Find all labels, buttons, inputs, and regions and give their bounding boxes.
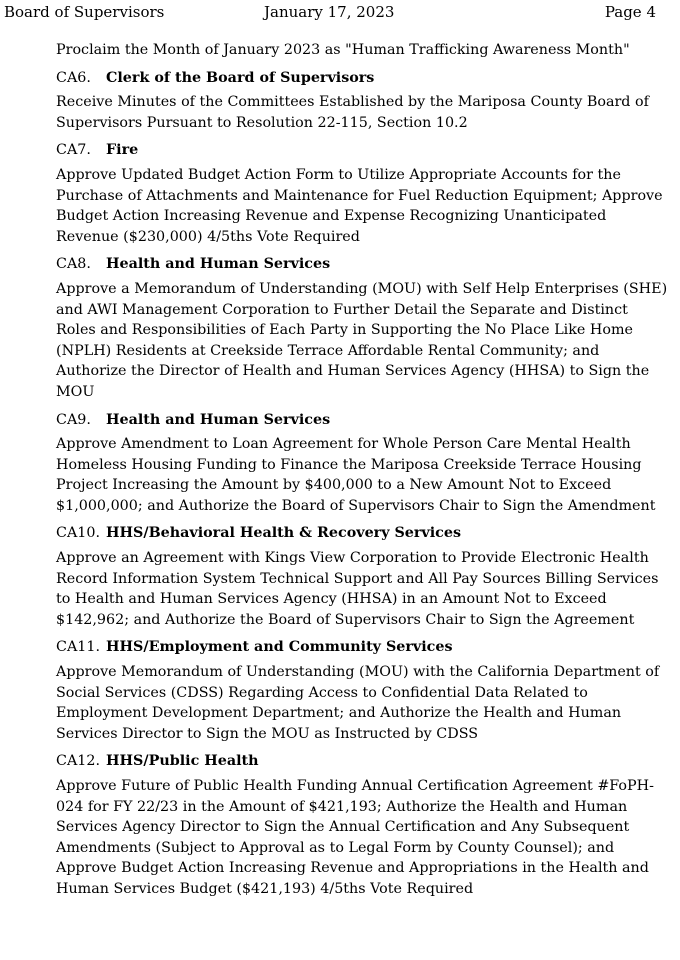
intro-text: Proclaim the Month of January 2023 as "Human Trafficking Awareness Month"	[56, 42, 630, 58]
agenda-item-description: Approve Memorandum of Understanding (MOU) with the California Department of Social Services (CDSS) Regarding Access to Confidential Data Related to Employment Development Department; and Authorize the Health and Human Services Director to Sign the MOU as Instructed by CDSS	[56, 664, 660, 742]
consent-agenda-items	[56, 68, 668, 900]
agenda-item	[56, 254, 668, 402]
agenda-item-department: HHS/Behavioral Health & Recovery Services	[106, 525, 462, 542]
agenda-item-department: HHS/Public Health	[106, 753, 259, 770]
agenda-item-department: Health and Human Services	[106, 411, 331, 428]
agenda-item	[56, 140, 668, 247]
agenda-item-description: Approve a Memorandum of Understanding (MOU) with Self Help Enterprises (SHE) and AWI Management Corporation to Further Detail the Separate and Distinct Roles and Responsibilities of Each Party in Supporting the No Place Like Home (NPLH) Residents at Creekside Terrace Affordable Rental Community; and Authorize the Director of Health and Human Services Agency (HHSA) to Sign the MOU	[56, 280, 668, 400]
header-date: January 17, 2023	[264, 3, 395, 21]
agenda-item-title	[56, 410, 668, 431]
agenda-item-department: HHS/Employment and Community Services	[106, 639, 453, 656]
agenda-item-description: Approve an Agreement with Kings View Corporation to Provide Electronic Health Record Information System Technical Support and All Pay Sources Billing Services to Health and Human Services Agency (HHSA) in an Amount Not to Exceed $142,962; and Authorize the Board of Supervisors Chair to Sign the Agreement	[56, 550, 659, 628]
header-board-name: Board of Supervisors	[4, 3, 165, 21]
agenda-item-number: CA12.	[56, 753, 101, 770]
agenda-item-title	[56, 254, 668, 275]
agenda-item-number: CA6.	[56, 69, 91, 86]
agenda-item-number: CA7.	[56, 142, 91, 159]
agenda-item-description: Receive Minutes of the Committees Established by the Mariposa County Board of Supervisors Pursuant to Resolution 22-115, Section 10.2	[56, 94, 649, 131]
agenda-item-description: Approve Amendment to Loan Agreement for Whole Person Care Mental Health Homeless Housing Funding to Finance the Mariposa Creekside Terrace Housing Project Increasing the Amount by $400,000 to a New Amount Not to Exceed $1,000,000; and Authorize the Board of Supervisors Chair to Sign the Amendment	[56, 436, 656, 514]
agenda-item-number: CA11.	[56, 639, 101, 656]
agenda-item-department: Health and Human Services	[106, 256, 331, 273]
agenda-item	[56, 523, 668, 630]
agenda-item-title	[56, 751, 668, 772]
agenda-item-department: Fire	[106, 142, 139, 159]
agenda-item	[56, 637, 668, 744]
agenda-item-department: Clerk of the Board of Supervisors	[106, 69, 375, 86]
agenda-item-number: CA9.	[56, 411, 91, 428]
agenda-item	[56, 410, 668, 517]
agenda-item	[56, 68, 668, 134]
agenda-item-description: Approve Future of Public Health Funding Annual Certification Agreement #FoPH-024 for FY 22/23 in the Amount of $421,193; Authorize the Health and Human Services Agency Director to Sign the Annual Certification and Any Subsequent Amendments (Subject to Approval as to Legal Form by County Counsel); and Approve Budget Action Increasing Revenue and Appropriations in the Health and Human Services Budget ($421,193) 4/5ths Vote Required	[56, 778, 654, 897]
agenda-item-number: CA10.	[56, 525, 101, 542]
agenda-item-title	[56, 68, 668, 89]
agenda-item-description: Approve Updated Budget Action Form to Utilize Appropriate Accounts for the Purchase of Attachments and Maintenance for Fuel Reduction Equipment; Approve Budget Action Increasing Revenue and Expense Recognizing Unanticipated Revenue ($230,000) 4/5ths Vote Required	[56, 166, 663, 245]
agenda-item-title	[56, 637, 668, 658]
agenda-item-title	[56, 523, 668, 544]
agenda-item-title	[56, 140, 668, 161]
agenda-content	[56, 40, 668, 907]
agenda-item	[56, 751, 668, 899]
agenda-item-number: CA8.	[56, 256, 91, 273]
header-page-number: Page 4	[604, 3, 656, 21]
